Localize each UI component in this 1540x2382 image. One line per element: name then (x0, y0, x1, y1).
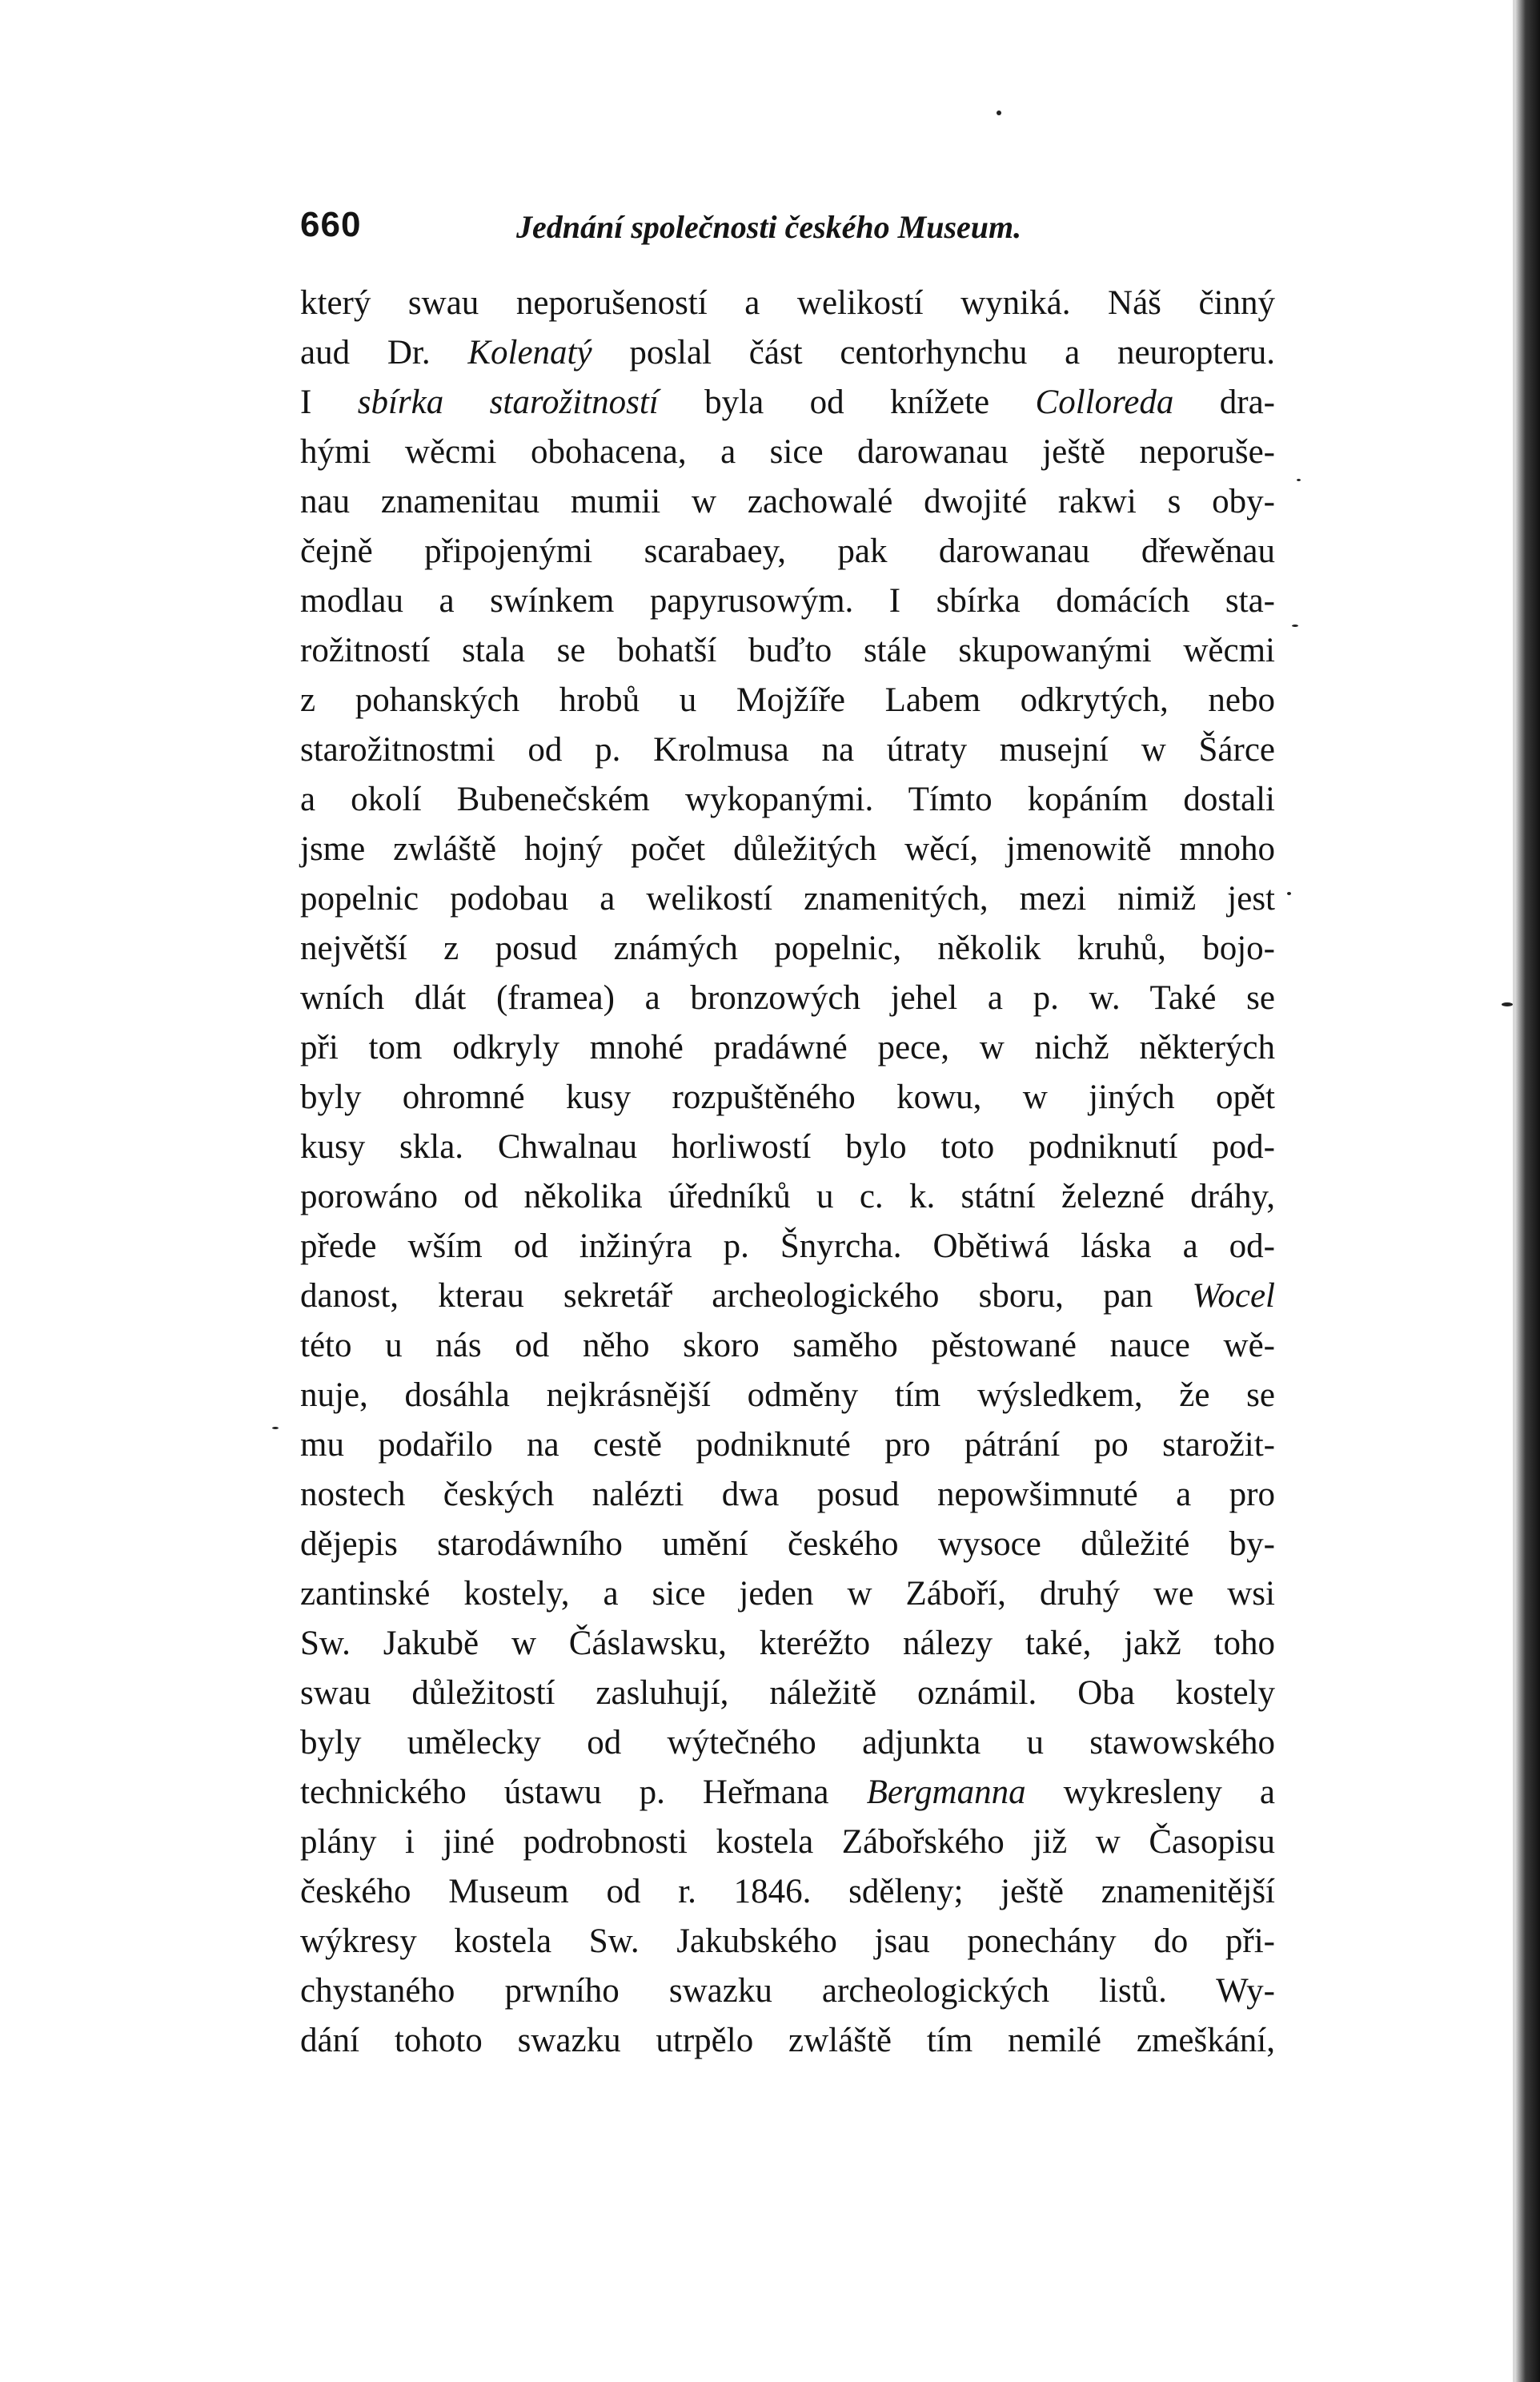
text-line (300, 1222, 1275, 1271)
text-segment: kusy skla. Chwalnau horliwostí bylo toto podniknutí pod- (300, 1128, 1275, 1166)
text-line (300, 1172, 1275, 1222)
text-segment: wykresleny a (1025, 1773, 1276, 1811)
text-line (300, 1917, 1275, 1966)
text-segment: který swau neporušeností a welikostí wyniká. Náš činný (300, 284, 1275, 322)
text-segment: plány i jiné podrobnosti kostela Zábořského již w Časopisu (300, 1823, 1275, 1861)
text-segment: poslal část centorhynchu a neuropteru. (592, 334, 1275, 372)
text-line (300, 626, 1275, 676)
text-segment: chystaného prwního swazku archeologických listů. Wy- (300, 1972, 1275, 2010)
print-speck (272, 1427, 279, 1429)
text-line (300, 1271, 1275, 1321)
text-line (300, 527, 1275, 576)
text-segment: a okolí Bubenečském wykopanými. Tímto kopáním dostali (300, 781, 1275, 818)
text-line (300, 1420, 1275, 1470)
text-line (300, 1520, 1275, 1569)
text-line (300, 1966, 1275, 2016)
text-segment: wních dlát (framea) a bronzowých jehel a p. w. Také se (300, 979, 1275, 1017)
text-line (300, 1470, 1275, 1520)
text-segment: aud Dr. (300, 334, 468, 372)
text-segment: největší z posud známých popelnic, několik kruhů, bojo- (300, 930, 1275, 967)
italic-text-segment: Wocel (1192, 1277, 1275, 1315)
print-speck (1287, 892, 1291, 895)
print-speck (1292, 625, 1298, 627)
text-line (300, 477, 1275, 527)
text-line (300, 1619, 1275, 1669)
italic-text-segment: Colloreda (1035, 384, 1174, 421)
print-speck (997, 110, 1001, 115)
text-segment: Sw. Jakubě w Čáslawsku, kteréžto nálezy také, jakž toho (300, 1625, 1275, 1662)
text-segment: nostech českých nalézti dwa posud nepowšimnuté a pro (300, 1476, 1275, 1513)
text-line (300, 874, 1275, 924)
text-segment: z pohanských hrobů u Mojžíře Labem odkrytých, nebo (300, 681, 1275, 719)
text-line (300, 1718, 1275, 1768)
text-line (300, 1123, 1275, 1172)
text-segment: rožitností stala se bohatší buďto stále skupowanými wěcmi (300, 632, 1275, 669)
text-line (300, 428, 1275, 477)
text-segment: jsme zwláště hojný počet důležitých wěcí, jmenowitě mnoho (300, 830, 1275, 868)
text-line (300, 1321, 1275, 1371)
text-line (300, 1669, 1275, 1718)
text-segment: při tom odkryly mnohé pradáwné pece, w nichž některých (300, 1029, 1275, 1066)
text-segment: wýkresy kostela Sw. Jakubského jsau ponechány do při- (300, 1922, 1275, 1960)
text-line (300, 1023, 1275, 1073)
text-segment: byly ohromné kusy rozpuštěného kowu, w jiných opět (300, 1079, 1275, 1116)
text-segment: starožitnostmi od p. Krolmusa na útraty musejní w Šárce (300, 731, 1275, 769)
text-segment: nuje, dosáhla nejkrásnější odměny tím wýsledkem, že se (300, 1376, 1275, 1414)
text-segment: popelnic podobau a welikostí znamenitých, mezi nimiž jest (300, 880, 1275, 918)
page-number: 660 (300, 205, 362, 244)
running-title: Jednání společnosti českého Museum. (516, 209, 1022, 245)
italic-text-segment: Kolenatý (467, 334, 592, 372)
text-line (300, 924, 1275, 974)
text-segment: byly umělecky od wýtečného adjunkta u stawowského (300, 1724, 1275, 1761)
text-segment: byla od knížete (658, 384, 1036, 421)
print-speck (1502, 1002, 1513, 1006)
text-line (300, 1867, 1275, 1917)
text-line (300, 2016, 1275, 2066)
text-segment: technického ústawu p. Heřmana (300, 1773, 867, 1811)
text-segment: hými wěcmi obohacena, a sice darowanau ještě neporuše- (300, 433, 1275, 471)
text-line (300, 576, 1275, 626)
text-segment: přede wším od inžinýra p. Šnyrcha. Obětiwá láska a od- (300, 1227, 1275, 1265)
italic-text-segment: sbírka starožitností (357, 384, 659, 421)
text-segment: dějepis starodáwního umění českého wysoce důležité by- (300, 1525, 1275, 1563)
text-segment: čejně připojenými scarabaey, pak darowanau dřewěnau (300, 532, 1275, 570)
text-segment: dra- (1173, 384, 1275, 421)
text-line (300, 676, 1275, 725)
text-line (300, 1818, 1275, 1867)
text-segment: modlau a swínkem papyrusowým. I sbírka domácích sta- (300, 582, 1275, 620)
text-line (300, 279, 1275, 328)
text-line (300, 1073, 1275, 1123)
text-segment: zantinské kostely, a sice jeden w Záboří, druhý we wsi (300, 1575, 1275, 1613)
italic-text-segment: Bergmanna (866, 1773, 1026, 1811)
text-segment: této u nás od něho skoro saměho pěstowané nauce wě- (300, 1327, 1275, 1364)
text-segment: swau důležitostí zasluhují, náležitě oznámil. Oba kostely (300, 1674, 1275, 1712)
text-line (300, 725, 1275, 775)
text-line (300, 1768, 1275, 1818)
text-line (300, 328, 1275, 378)
print-speck (1297, 479, 1301, 481)
page-edge-shadow (1516, 0, 1540, 2382)
text-segment: mu podařilo na cestě podniknuté pro pátrání po starožit- (300, 1426, 1275, 1464)
text-segment: danost, kterau sekretář archeologického sboru, pan (300, 1277, 1193, 1315)
text-segment: českého Museum od r. 1846. sděleny; ještě znamenitější (300, 1873, 1275, 1910)
text-segment: dání tohoto swazku utrpělo zwláště tím nemilé zmeškání, (300, 2022, 1275, 2059)
page-header (300, 205, 1305, 261)
text-segment: nau znamenitau mumii w zachowalé dwojité rakwi s oby- (300, 483, 1275, 520)
text-line (300, 1569, 1275, 1619)
text-segment: I (300, 384, 358, 421)
text-line (300, 825, 1275, 874)
text-line (300, 378, 1275, 428)
text-segment: porowáno od několika úředníků u c. k. státní železné dráhy, (300, 1178, 1275, 1215)
text-line (300, 775, 1275, 825)
text-line (300, 974, 1275, 1023)
text-line (300, 1371, 1275, 1420)
body-text (300, 279, 1275, 2066)
